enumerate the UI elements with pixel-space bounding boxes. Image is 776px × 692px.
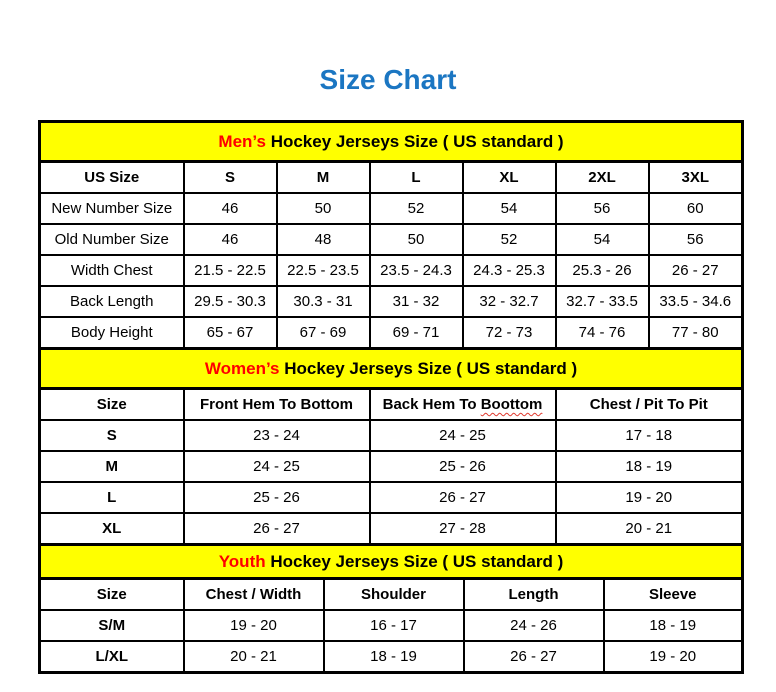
mens-header-row (40, 162, 743, 194)
size-cell: 56 (556, 193, 649, 224)
womens-col-header: Chest / Pit To Pit (556, 389, 743, 421)
size-cell: 33.5 - 34.6 (649, 286, 743, 317)
size-cell: 24.3 - 25.3 (463, 255, 556, 286)
womens-col-header-text: Back Hem To (382, 396, 477, 413)
youth-row-lxl (40, 641, 743, 673)
misspelled-word-underline: Boottom (480, 396, 543, 413)
size-cell: 25.3 - 26 (556, 255, 649, 286)
size-tables-container (38, 120, 741, 674)
size-cell: 20 - 21 (184, 641, 324, 673)
size-cell: 19 - 20 (184, 610, 324, 641)
size-cell: 26 - 27 (464, 641, 604, 673)
size-cell: 50 (370, 224, 463, 255)
size-cell: 48 (277, 224, 370, 255)
womens-banner-highlight: Women’s (204, 358, 280, 378)
size-cell: 50 (277, 193, 370, 224)
size-cell: 20 - 21 (556, 513, 743, 545)
womens-col-header: Front Hem To Bottom (184, 389, 370, 421)
mens-col-header: L (370, 162, 463, 194)
womens-col-header: Size (40, 389, 184, 421)
mens-col-header: S (184, 162, 277, 194)
youth-col-header: Size (40, 579, 184, 611)
womens-col-header (370, 389, 556, 421)
size-cell: 67 - 69 (277, 317, 370, 349)
youth-size-table (38, 543, 744, 674)
womens-row-m (40, 451, 743, 482)
row-label: Width Chest (40, 255, 184, 286)
row-label: Back Length (40, 286, 184, 317)
youth-banner (40, 545, 743, 579)
size-cell: 24 - 25 (370, 420, 556, 451)
row-label: New Number Size (40, 193, 184, 224)
mens-size-table (38, 120, 744, 350)
youth-banner-row (40, 545, 743, 579)
youth-banner-highlight: Youth (218, 551, 266, 571)
mens-row-body-height (40, 317, 743, 349)
size-cell: 46 (184, 193, 277, 224)
row-label: S/M (40, 610, 184, 641)
youth-row-sm (40, 610, 743, 641)
size-cell: 26 - 27 (649, 255, 743, 286)
mens-col-header: 3XL (649, 162, 743, 194)
size-cell: 27 - 28 (370, 513, 556, 545)
size-cell: 52 (463, 224, 556, 255)
mens-banner-highlight: Men’s (218, 131, 266, 151)
size-cell: 18 - 19 (324, 641, 464, 673)
youth-header-row (40, 579, 743, 611)
size-cell: 72 - 73 (463, 317, 556, 349)
size-cell: 32.7 - 33.5 (556, 286, 649, 317)
youth-col-header: Shoulder (324, 579, 464, 611)
size-cell: 19 - 20 (556, 482, 743, 513)
mens-col-header: M (277, 162, 370, 194)
page-title: Size Chart (319, 64, 457, 95)
womens-row-l (40, 482, 743, 513)
row-label: Old Number Size (40, 224, 184, 255)
size-cell: 21.5 - 22.5 (184, 255, 277, 286)
size-cell: 18 - 19 (556, 451, 743, 482)
mens-row-back-length (40, 286, 743, 317)
size-cell: 74 - 76 (556, 317, 649, 349)
size-cell: 23 - 24 (184, 420, 370, 451)
size-cell: 52 (370, 193, 463, 224)
size-cell: 17 - 18 (556, 420, 743, 451)
size-cell: 54 (463, 193, 556, 224)
womens-banner-text: Hockey Jerseys Size ( US standard ) (284, 358, 578, 378)
size-cell: 32 - 32.7 (463, 286, 556, 317)
mens-col-header: 2XL (556, 162, 649, 194)
size-cell: 46 (184, 224, 277, 255)
mens-banner-row (40, 122, 743, 162)
youth-col-header: Sleeve (604, 579, 743, 611)
size-cell: 18 - 19 (604, 610, 743, 641)
womens-header-row (40, 389, 743, 421)
womens-size-table (38, 347, 744, 546)
mens-row-old-number-size (40, 224, 743, 255)
youth-col-header: Chest / Width (184, 579, 324, 611)
row-label: Body Height (40, 317, 184, 349)
row-label: L/XL (40, 641, 184, 673)
youth-banner-text: Hockey Jerseys Size ( US standard ) (270, 551, 564, 571)
mens-banner-text: Hockey Jerseys Size ( US standard ) (270, 131, 564, 151)
size-cell: 26 - 27 (370, 482, 556, 513)
row-label: L (40, 482, 184, 513)
size-cell: 60 (649, 193, 743, 224)
size-cell: 69 - 71 (370, 317, 463, 349)
size-cell: 25 - 26 (370, 451, 556, 482)
size-cell: 30.3 - 31 (277, 286, 370, 317)
size-cell: 22.5 - 23.5 (277, 255, 370, 286)
womens-row-xl (40, 513, 743, 545)
size-cell: 16 - 17 (324, 610, 464, 641)
size-cell: 31 - 32 (370, 286, 463, 317)
womens-banner-row (40, 349, 743, 389)
size-cell: 24 - 26 (464, 610, 604, 641)
size-cell: 65 - 67 (184, 317, 277, 349)
size-cell: 25 - 26 (184, 482, 370, 513)
womens-row-s (40, 420, 743, 451)
mens-row-new-number-size (40, 193, 743, 224)
size-cell: 56 (649, 224, 743, 255)
mens-col-header: XL (463, 162, 556, 194)
mens-col-header: US Size (40, 162, 184, 194)
size-cell: 29.5 - 30.3 (184, 286, 277, 317)
womens-banner (40, 349, 743, 389)
mens-row-width-chest (40, 255, 743, 286)
youth-col-header: Length (464, 579, 604, 611)
size-cell: 26 - 27 (184, 513, 370, 545)
size-cell: 24 - 25 (184, 451, 370, 482)
size-cell: 54 (556, 224, 649, 255)
size-cell: 19 - 20 (604, 641, 743, 673)
size-cell: 23.5 - 24.3 (370, 255, 463, 286)
size-cell: 77 - 80 (649, 317, 743, 349)
mens-banner (40, 122, 743, 162)
row-label: XL (40, 513, 184, 545)
row-label: S (40, 420, 184, 451)
row-label: M (40, 451, 184, 482)
